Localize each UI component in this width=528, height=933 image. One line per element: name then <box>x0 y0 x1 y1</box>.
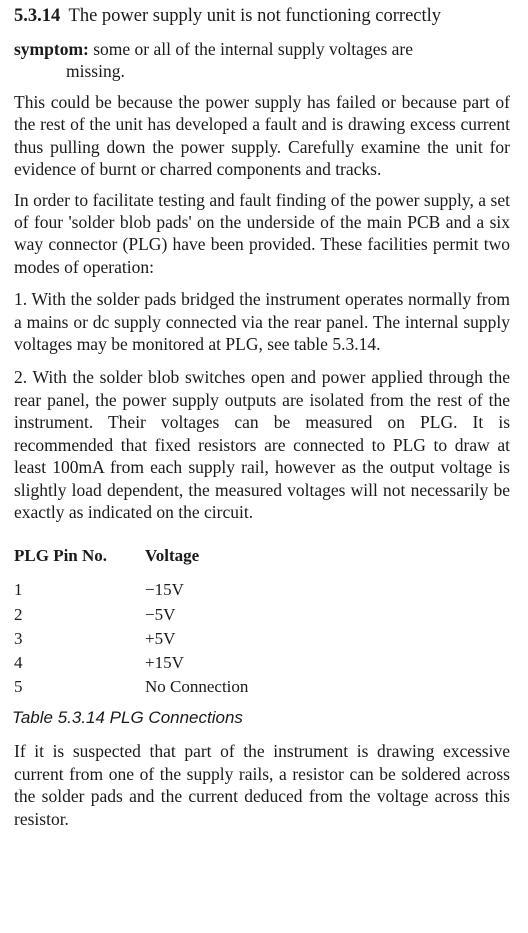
voltage-cell: +15V <box>145 652 184 672</box>
pin-cell: 2 <box>14 604 23 624</box>
symptom-block <box>14 38 510 82</box>
voltage-cell: No Connection <box>145 677 249 697</box>
symptom-label: symptom: <box>14 39 89 59</box>
symptom-text-line2: missing. <box>66 61 125 81</box>
paragraph-mode-1: 1. With the solder pads bridged the instrument operates normally from a mains or dc supply connected via the rear panel. The internal supply voltages may be monitored at PLG, see table 5.3.14. <box>14 289 510 355</box>
table-header-row <box>14 545 510 567</box>
pin-cell: 4 <box>14 652 23 672</box>
voltage-cell: +5V <box>145 628 176 648</box>
pin-cell: 5 <box>14 677 23 697</box>
paragraph-mode-2: 2. With the solder blob switches open and power applied through the rear panel, the power supply outputs are isolated from the rest of the instrument. Their voltages can be measured on PLG. It is recommended that fixed resistors are connected to PLG to draw at least 100mA from each supply rail, however as the output voltage is slightly load dependent, the measured voltages will not necessarily be exactly as indicated on the circuit. <box>14 367 510 522</box>
table-row <box>14 603 510 627</box>
section-title: The power supply unit is not functioning correctly <box>68 6 442 26</box>
paragraph-closing: If it is suspected that part of the instrument is drawing excessive current from one of the supply rails, a resistor can be soldered across the solder pads and the current deduced from the voltage across this resistor. <box>14 741 510 829</box>
pin-cell: 3 <box>14 628 23 648</box>
table-row <box>14 578 510 602</box>
manual-page <box>14 4 510 830</box>
symptom-text-line1: some or all of the internal supply voltages are <box>93 39 414 59</box>
section-heading <box>14 4 510 28</box>
voltage-cell: −5V <box>145 604 176 624</box>
pin-cell: 1 <box>14 580 23 600</box>
table-row <box>14 675 510 699</box>
plg-table <box>14 545 510 699</box>
table-row <box>14 627 510 651</box>
paragraph-facilities: In order to facilitate testing and fault finding of the power supply, a set of four 'solder blob pads' on the underside of the main PCB and a six way connector (PLG) have been provided. These facilities permit two modes of operation: <box>14 189 510 277</box>
table-row <box>14 651 510 675</box>
paragraph-cause: This could be because the power supply has failed or because part of the rest of the unit has developed a fault and is drawing excess current thus pulling down the power supply. Carefully examine the unit for evidence of burnt or charred components and tracks. <box>14 92 510 180</box>
voltage-cell: −15V <box>145 580 184 600</box>
table-caption: Table 5.3.14 PLG Connections <box>12 708 243 728</box>
header-voltage: Voltage <box>145 546 200 566</box>
header-pin: PLG Pin No. <box>14 546 108 566</box>
section-number: 5.3.14 <box>14 6 61 26</box>
